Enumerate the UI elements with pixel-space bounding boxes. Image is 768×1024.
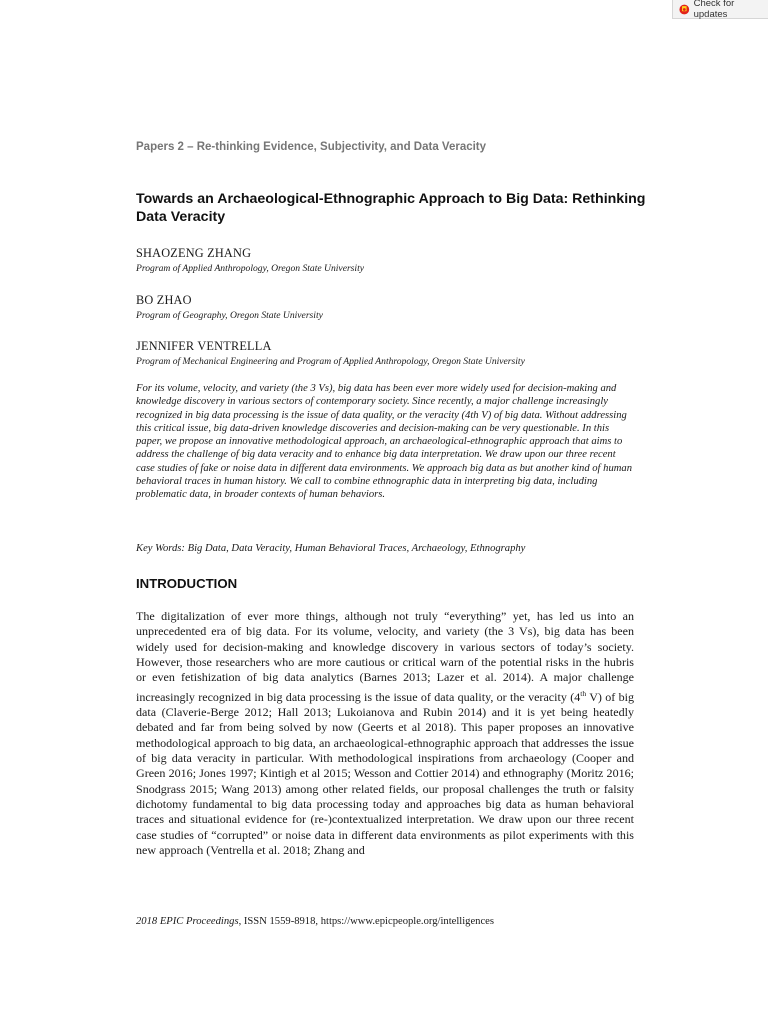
author-name: JENNIFER VENTRELLA [136,339,272,353]
section-heading-introduction: INTRODUCTION [136,576,238,591]
author-block [136,339,525,368]
check-for-updates-button[interactable] [672,0,768,19]
footer-journal: 2018 EPIC Proceedings [136,916,239,927]
abstract: For its volume, velocity, and variety (the 3 Vs), big data has been ever more widely used for decision-making and knowledge discovery in various sectors of contemporary society. Since recently, a major challenge increasingly recognized in big data processing is the issue of data quality, or the veracity (4th V) of big data. Without addressing this critical issue, big data-driven knowledge discoveries and decision-making can be very questionable. In this paper, we propose an innovative methodological approach, an archaeological-ethnographic approach that aims to address the challenge of big data veracity and to enhance big data interpretation. We draw upon our three recent case studies of fake or noise data in different data environments. We approach big data as but another kind of human behavioral traces in human history. We call to combine ethnographic data in interpreting big data, including problematic data, in broader contexts of human behaviors. [136,383,632,501]
author-block [136,293,323,322]
series-heading: Papers 2 – Re-thinking Evidence, Subjectivity, and Data Veracity [136,141,487,153]
intro-text-part1: The digitalization of ever more things, although not truly “everything” yet, has led us into an unprecedented era of big data. For its volume, velocity, and variety (the 3 Vs), big data has been widely used for decision-making and knowledge discovery in various sectors of today’s society. However, those researchers who are more cautious or critical warn of the potential risks in the hubris or even fetishization of big data analytics (Barnes 2013; Lazer et al. 2014). A major challenge increasingly recognized in big data processing is the issue of data quality, or the veracity (4 [136,609,634,704]
author-name: SHAOZENG ZHANG [136,246,252,260]
introduction-paragraph [136,609,634,859]
footer-citation: , ISSN 1559-8918, https://www.epicpeople.org/intelligences [238,916,494,927]
author-block [136,246,364,275]
paper-title: Towards an Archaeological-Ethnographic Approach to Big Data: Rethinking Data Veracity [136,191,646,225]
keywords: Key Words: Big Data, Data Veracity, Human Behavioral Traces, Archaeology, Ethnography [136,543,526,554]
crossmark-icon [679,4,690,15]
author-affiliation: Program of Applied Anthropology, Oregon State University [136,263,365,274]
author-affiliation: Program of Geography, Oregon State University [136,310,323,321]
page-footer [136,916,636,927]
author-affiliation: Program of Mechanical Engineering and Program of Applied Anthropology, Oregon State University [136,356,525,367]
intro-text-part2: V) of big data (Claverie-Berge 2012; Hall 2013; Lukoianova and Rubin 2014) and it is yet being heatedly debated and far from being solved by now (Geerts et al 2018). This paper proposes an innovative methodological approach to big data, an archaeological-ethnographic approach that addresses the issue of big data veracity in particular. With methodological inspirations from archaeology (Cooper and Green 2016; Jones 1997; Kintigh et al 2015; Wesson and Cottier 2014) and ethnography (Moritz 2016; Snodgrass 2015; Wang 2013) among other related fields, our proposal challenges the truth or falsity dichotomy fundamental to big data processing today and approaches big data as human behavioral traces and situational evidence for (re-)contextualized interpretation. We draw upon our three recent case studies of “corrupted” or noise data in different data environments as pilot experiments with this new approach (Ventrella et al. 2018; Zhang and [136,689,634,858]
check-for-updates-label: Check for updates [693,0,735,20]
intro-superscript: th [580,688,587,698]
author-name: BO ZHAO [136,293,192,307]
